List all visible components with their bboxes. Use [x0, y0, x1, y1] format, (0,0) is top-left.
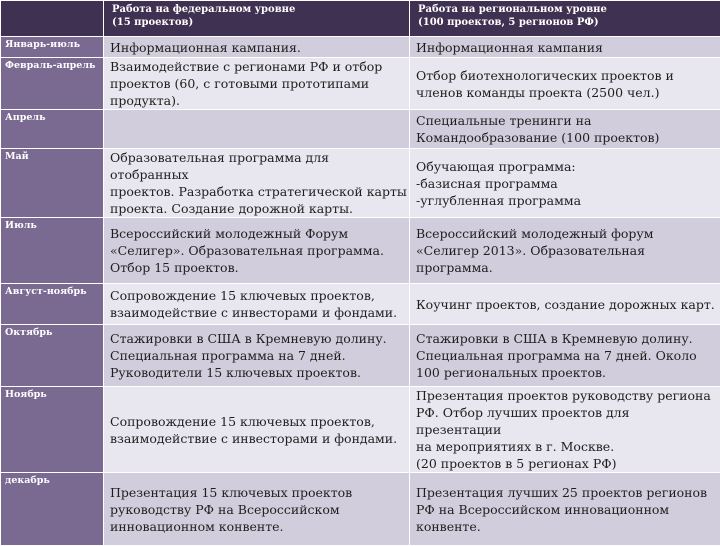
regional-text: Отбор биотехнологических проектов и членов команды проекта (2500 чел.) — [416, 67, 718, 101]
federal-cell — [104, 110, 410, 149]
month-cell: Ноябрь — [1, 387, 104, 473]
federal-cell — [104, 149, 410, 218]
month-cell: Август-ноябрь — [1, 284, 104, 325]
federal-text: Информационная кампания. — [110, 39, 407, 56]
regional-cell — [410, 110, 720, 149]
regional-text: Презентация лучших 25 проектов регионов РФ на Всероссийском инновационном конвенте. — [416, 484, 718, 535]
regional-cell — [410, 325, 720, 387]
federal-cell — [104, 387, 410, 473]
federal-cell — [104, 37, 410, 58]
header-federal-label: Работа на федеральном уровне (15 проектов) — [112, 3, 409, 29]
table-row — [1, 58, 720, 110]
regional-cell — [410, 149, 720, 218]
regional-cell — [410, 473, 720, 546]
regional-text: Презентация проектов руководству региона РФ. Отбор лучших проектов для презентации на мероприятиях в г. Москве. (20 проектов в 5 регионах РФ) — [416, 387, 718, 472]
month-cell: Апрель — [1, 110, 104, 149]
federal-text: Всероссийский молодежный Форум «Селигер». Образовательная программа. Отбор 15 проектов. — [110, 225, 407, 276]
federal-cell — [104, 284, 410, 325]
regional-text: Всероссийский молодежный форум «Селигер 2013». Образовательная программа. — [416, 225, 718, 276]
month-cell: Январь-июль — [1, 37, 104, 58]
header-regional-label: Работа на региональном уровне (100 проектов, 5 регионов РФ) — [418, 3, 720, 29]
regional-text: Информационная кампания — [416, 39, 718, 56]
regional-cell — [410, 284, 720, 325]
federal-text: Сопровождение 15 ключевых проектов, взаимодействие с инвесторами и фондами. — [110, 413, 407, 447]
regional-text: Специальные тренинги на Командообразование (100 проектов) — [416, 112, 718, 146]
month-cell: Февраль-апрель — [1, 58, 104, 110]
month-cell: Июль — [1, 218, 104, 284]
federal-text: Взаимодействие с регионами РФ и отбор проектов (60, с готовыми прототипами продукта). — [110, 58, 407, 109]
table-row — [1, 387, 720, 473]
header-corner-cell — [1, 1, 104, 37]
federal-text: Презентация 15 ключевых проектов руководству РФ на Всероссийском инновационном конвенте. — [110, 484, 407, 535]
header-federal — [104, 1, 410, 37]
header-regional — [410, 1, 720, 37]
table-row — [1, 325, 720, 387]
regional-text: Коучинг проектов, создание дорожных карт. — [416, 296, 718, 313]
regional-text: Стажировки в США в Кремневую долину. Специальная программа на 7 дней. Около 100 региональных проектов. — [416, 330, 718, 381]
month-cell: Май — [1, 149, 104, 218]
header-row — [1, 1, 720, 37]
federal-text: Образовательная программа для отобранных проектов. Разработка стратегической карты проекта. Создание дорожной карты. — [110, 149, 407, 217]
regional-cell — [410, 37, 720, 58]
federal-text: Стажировки в США в Кремневую долину. Специальная программа на 7 дней. Руководители 15 ключевых проектов. — [110, 330, 407, 381]
table-row — [1, 149, 720, 218]
month-cell: Октябрь — [1, 325, 104, 387]
federal-cell — [104, 473, 410, 546]
month-cell: декабрь — [1, 473, 104, 546]
regional-text: Обучающая программа: -базисная программа -углубленная программа — [416, 158, 718, 209]
table-row — [1, 37, 720, 58]
federal-cell — [104, 58, 410, 110]
table-row — [1, 110, 720, 149]
table-row — [1, 284, 720, 325]
federal-cell — [104, 218, 410, 284]
federal-text: Сопровождение 15 ключевых проектов, взаимодействие с инвесторами и фондами. — [110, 287, 407, 321]
regional-cell — [410, 58, 720, 110]
regional-cell — [410, 218, 720, 284]
table-row — [1, 218, 720, 284]
federal-cell — [104, 325, 410, 387]
regional-cell — [410, 387, 720, 473]
table-row — [1, 473, 720, 546]
